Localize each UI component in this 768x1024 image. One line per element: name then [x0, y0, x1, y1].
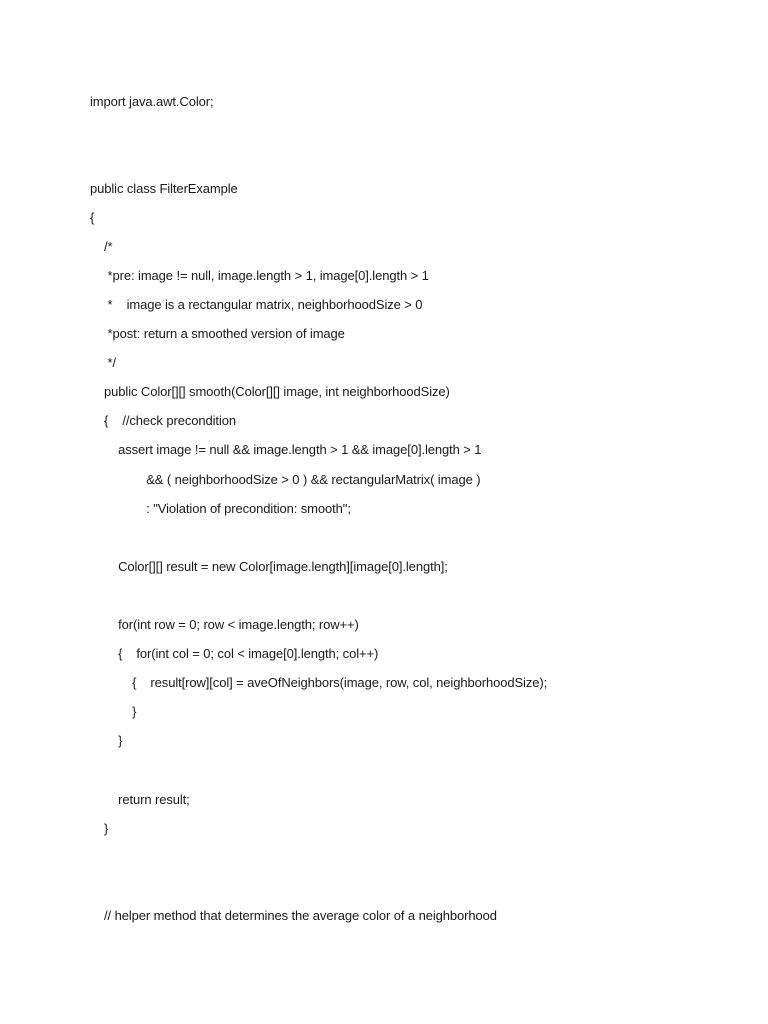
- code-line-class-declaration: public class FilterExample: [90, 181, 238, 196]
- code-line-return: return result;: [90, 792, 190, 807]
- code-line-class-open-brace: {: [90, 210, 95, 225]
- code-line-assert-cont: && ( neighborhoodSize > 0 ) && rectangularMatrix( image ): [90, 472, 481, 487]
- code-line-outer-close-brace: }: [90, 733, 123, 748]
- code-line-comment-pre: *pre: image != null, image.length > 1, image[0].length > 1: [90, 268, 429, 283]
- code-line-comment-post: *post: return a smoothed version of image: [90, 326, 345, 341]
- code-line-assert-message: : "Violation of precondition: smooth";: [90, 501, 351, 516]
- code-line-comment-pre-cont: * image is a rectangular matrix, neighborhoodSize > 0: [90, 297, 423, 312]
- code-line-method-close-brace: }: [90, 821, 109, 836]
- code-line-method-open-brace: { //check precondition: [90, 413, 236, 428]
- code-line-method-signature: public Color[][] smooth(Color[][] image, int neighborhoodSize): [90, 384, 450, 399]
- code-line-result-declaration: Color[][] result = new Color[image.length][image[0].length];: [90, 559, 448, 574]
- code-line-result-assign: { result[row][col] = aveOfNeighbors(image, row, col, neighborhoodSize);: [90, 675, 548, 690]
- code-line-assert: assert image != null && image.length > 1 && image[0].length > 1: [90, 442, 482, 457]
- code-line-for-col: { for(int col = 0; col < image[0].length; col++): [90, 646, 379, 661]
- code-line-for-row: for(int row = 0; row < image.length; row++): [90, 617, 359, 632]
- code-line-helper-comment: // helper method that determines the average color of a neighborhood: [90, 908, 497, 923]
- code-line-import: import java.awt.Color;: [90, 94, 214, 109]
- code-line-comment-start: /*: [90, 239, 113, 254]
- code-line-inner-close-brace: }: [90, 704, 137, 719]
- code-line-comment-end: */: [90, 355, 117, 370]
